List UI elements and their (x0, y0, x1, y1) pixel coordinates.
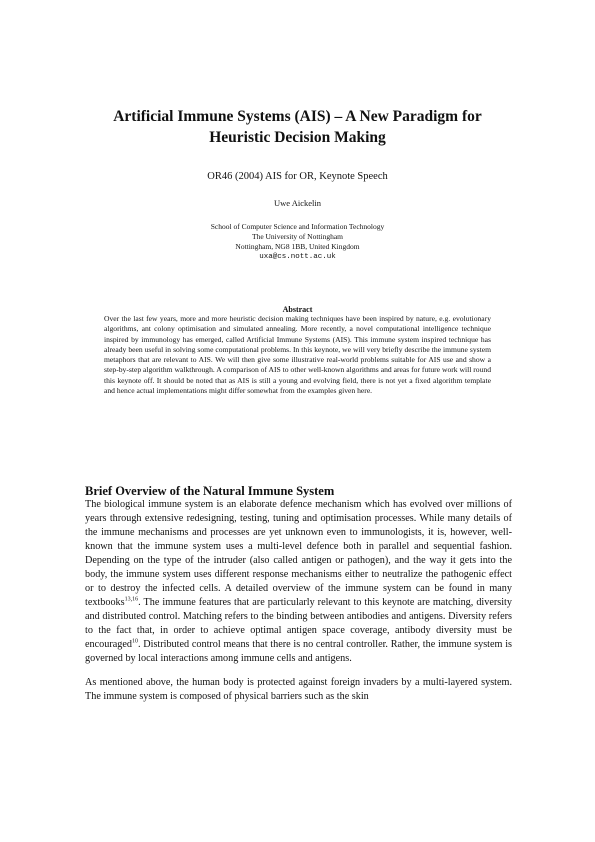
author-email: uxa@cs.nott.ac.uk (259, 253, 336, 261)
abstract-heading: Abstract (282, 305, 313, 314)
paragraph-1-part-b: . The immune features that are particularly relevant to this keynote are matching, diversity and distributed control. Matching refers to the binding between antibodies and antigens. Diversity refers to the fact that, in order to achieve optimal antigen space coverage, antibody diversity must be encouraged (85, 597, 512, 650)
body-paragraph-2: As mentioned above, the human body is protected against foreign invaders by a multi-layered system. The immune system is composed of physical barriers such as the skin (85, 677, 512, 702)
author-affiliation (0, 222, 595, 262)
section-heading: Brief Overview of the Natural Immune System (85, 484, 335, 498)
paragraph-1-part-c: . Distributed control means that there is no central controller. Rather, the immune system is governed by local interactions among immune cells and antigens. (85, 639, 512, 664)
affiliation-line-2: The University of Nottingham (251, 232, 344, 241)
author-name: Uwe Aickelin (274, 198, 321, 208)
affiliation-line-1: School of Computer Science and Information Technology (210, 222, 385, 231)
body-paragraph-1 (85, 498, 512, 666)
paper-title (60, 106, 535, 148)
title-line-1: Artificial Immune Systems (AIS) – A New Paradigm for (113, 108, 482, 125)
abstract-text: Over the last few years, more and more heuristic decision making techniques have been inspired by nature, e.g. evolutionary algorithms, ant colony optimisation and simulated annealing. More recently, a novel computational intelligence technique inspired by immunology has emerged, called Artificial Immune Systems (AIS). This immune system inspired technique has already been useful in solving some computational problems. In this keynote, we will very briefly describe the immune system metaphors that are relevant to AIS. We will then give some illustrative real-world problems suitable for AIS use and show a step-by-step algorithm walkthrough. A comparison of AIS to other well-known algorithms and areas for future work will round this keynote off. It should be noted that as AIS is still a young and evolving field, there is not yet a fixed algorithm template and hence actual implementations might differ somewhat from the examples given here. (104, 314, 491, 396)
affiliation-line-3: Nottingham, NG8 1BB, United Kingdom (235, 242, 360, 251)
paragraph-1-part-a: The biological immune system is an elaborate defence mechanism which has evolved over millions of years through extensive redesigning, testing, tuning and optimisation processes. While many details of the immune mechanisms and processes are yet unknown even to immunologists, it is, however, well-known that the immune system uses a multi-level defence both in parallel and sequential fashion. Depending on the type of the intruder (also called antigen or pathogen), and the way it gets into the body, the immune system uses different response mechanisms either to neutralize the pathogenic effect or to destroy the infected cells. A detailed overview of the immune system can be found in many textbooks (85, 499, 512, 608)
citation-superscript-2: 10 (131, 638, 138, 645)
title-line-2: Heuristic Decision Making (209, 129, 386, 146)
paper-subtitle: OR46 (2004) AIS for OR, Keynote Speech (207, 171, 388, 182)
citation-superscript-1: 13,16 (124, 596, 139, 603)
